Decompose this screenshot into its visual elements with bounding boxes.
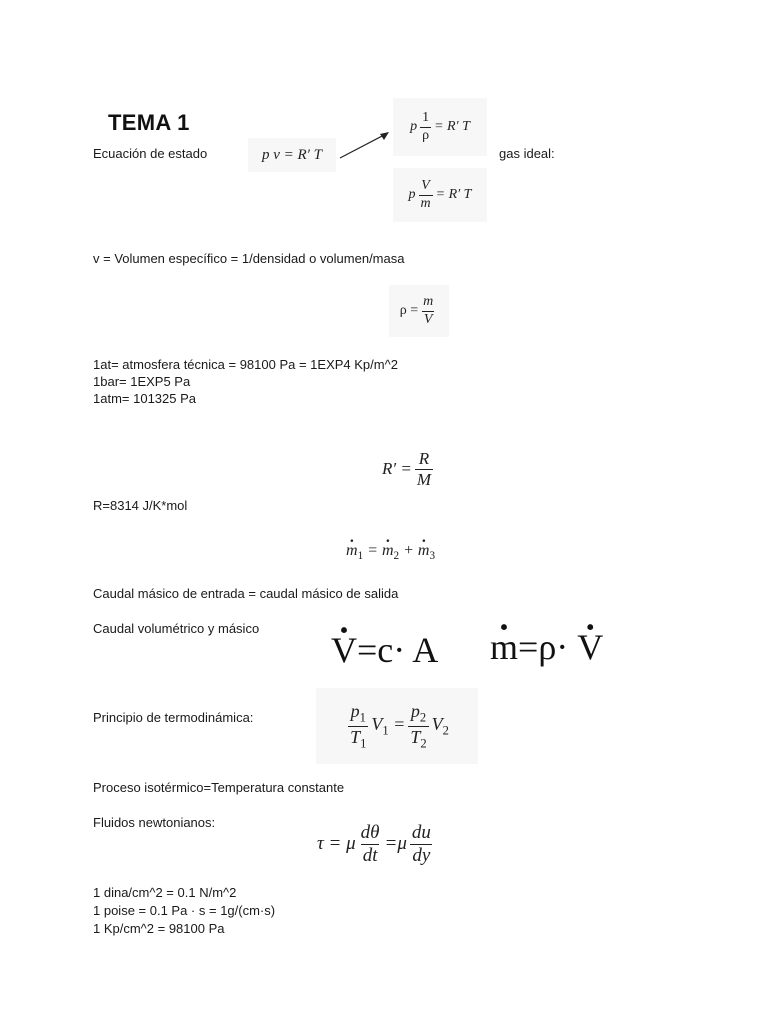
text-R-constant: R=8314 J/K*mol [93,498,188,513]
text-principio-termodinamica: Principio de termodinámica: [93,710,254,725]
text-poise: 1 poise = 0.1 Pa · s = 1g/(cm·s) [93,903,276,918]
formula-V-c-A: · V=c· A [331,628,438,672]
text-caudal-volumetrico: Caudal volumétrico y másico [93,621,260,636]
formula-mass-balance: · $m_1$ = · $m_2$ + · $m_3$ [346,542,435,562]
formula-R-prime: R′ = $\frac{R}{M}$ [382,448,431,489]
arrow-icon [336,126,396,162]
label-gas-ideal: gas ideal: [499,146,555,161]
formula-m-rho-V: · m=ρ· · V [490,625,603,669]
formula-rho-m-V: ρ = $\frac{m}{V}$ [389,285,449,337]
formula-pv-RT: p v = R′ T [248,138,336,172]
text-at: 1at= atmosfera técnica = 98100 Pa = 1EXP4 Kp/m^2 [93,357,398,372]
label-ecuacion-estado: Ecuación de estado [93,146,208,161]
text-caudal-masico: Caudal másico de entrada = caudal másico de salida [93,586,399,601]
text-atm: 1atm= 101325 Pa [93,391,196,406]
formula-newton-viscosity: τ = μ $\frac{d\theta}{dt}$ =μ $\frac{du}{dy}$ [317,821,431,866]
formula-p1V1-p2V2: $\frac{p_1}{T_1}$ $V_1$ = $\frac{p_2}{T_2}$ $V_2$ [316,688,478,764]
text-volumen-especifico: v = Volumen específico = 1/densidad o volumen/masa [93,251,405,266]
text-bar: 1bar= 1EXP5 Pa [93,374,191,389]
text-kp: 1 Kp/cm^2 = 98100 Pa [93,921,225,936]
text-dina: 1 dina/cm^2 = 0.1 N/m^2 [93,885,237,900]
text-proceso-isotermico: Proceso isotérmico=Temperatura constante [93,780,345,795]
formula-p-rho: p $\frac{1}{\rho}$ = R′ T [393,98,487,156]
page-title: TEMA 1 [108,110,190,135]
formula-p-V-m: p $\frac{V}{m}$ = R′ T [393,168,487,222]
text-fluidos-newtonianos: Fluidos newtonianos: [93,815,216,830]
